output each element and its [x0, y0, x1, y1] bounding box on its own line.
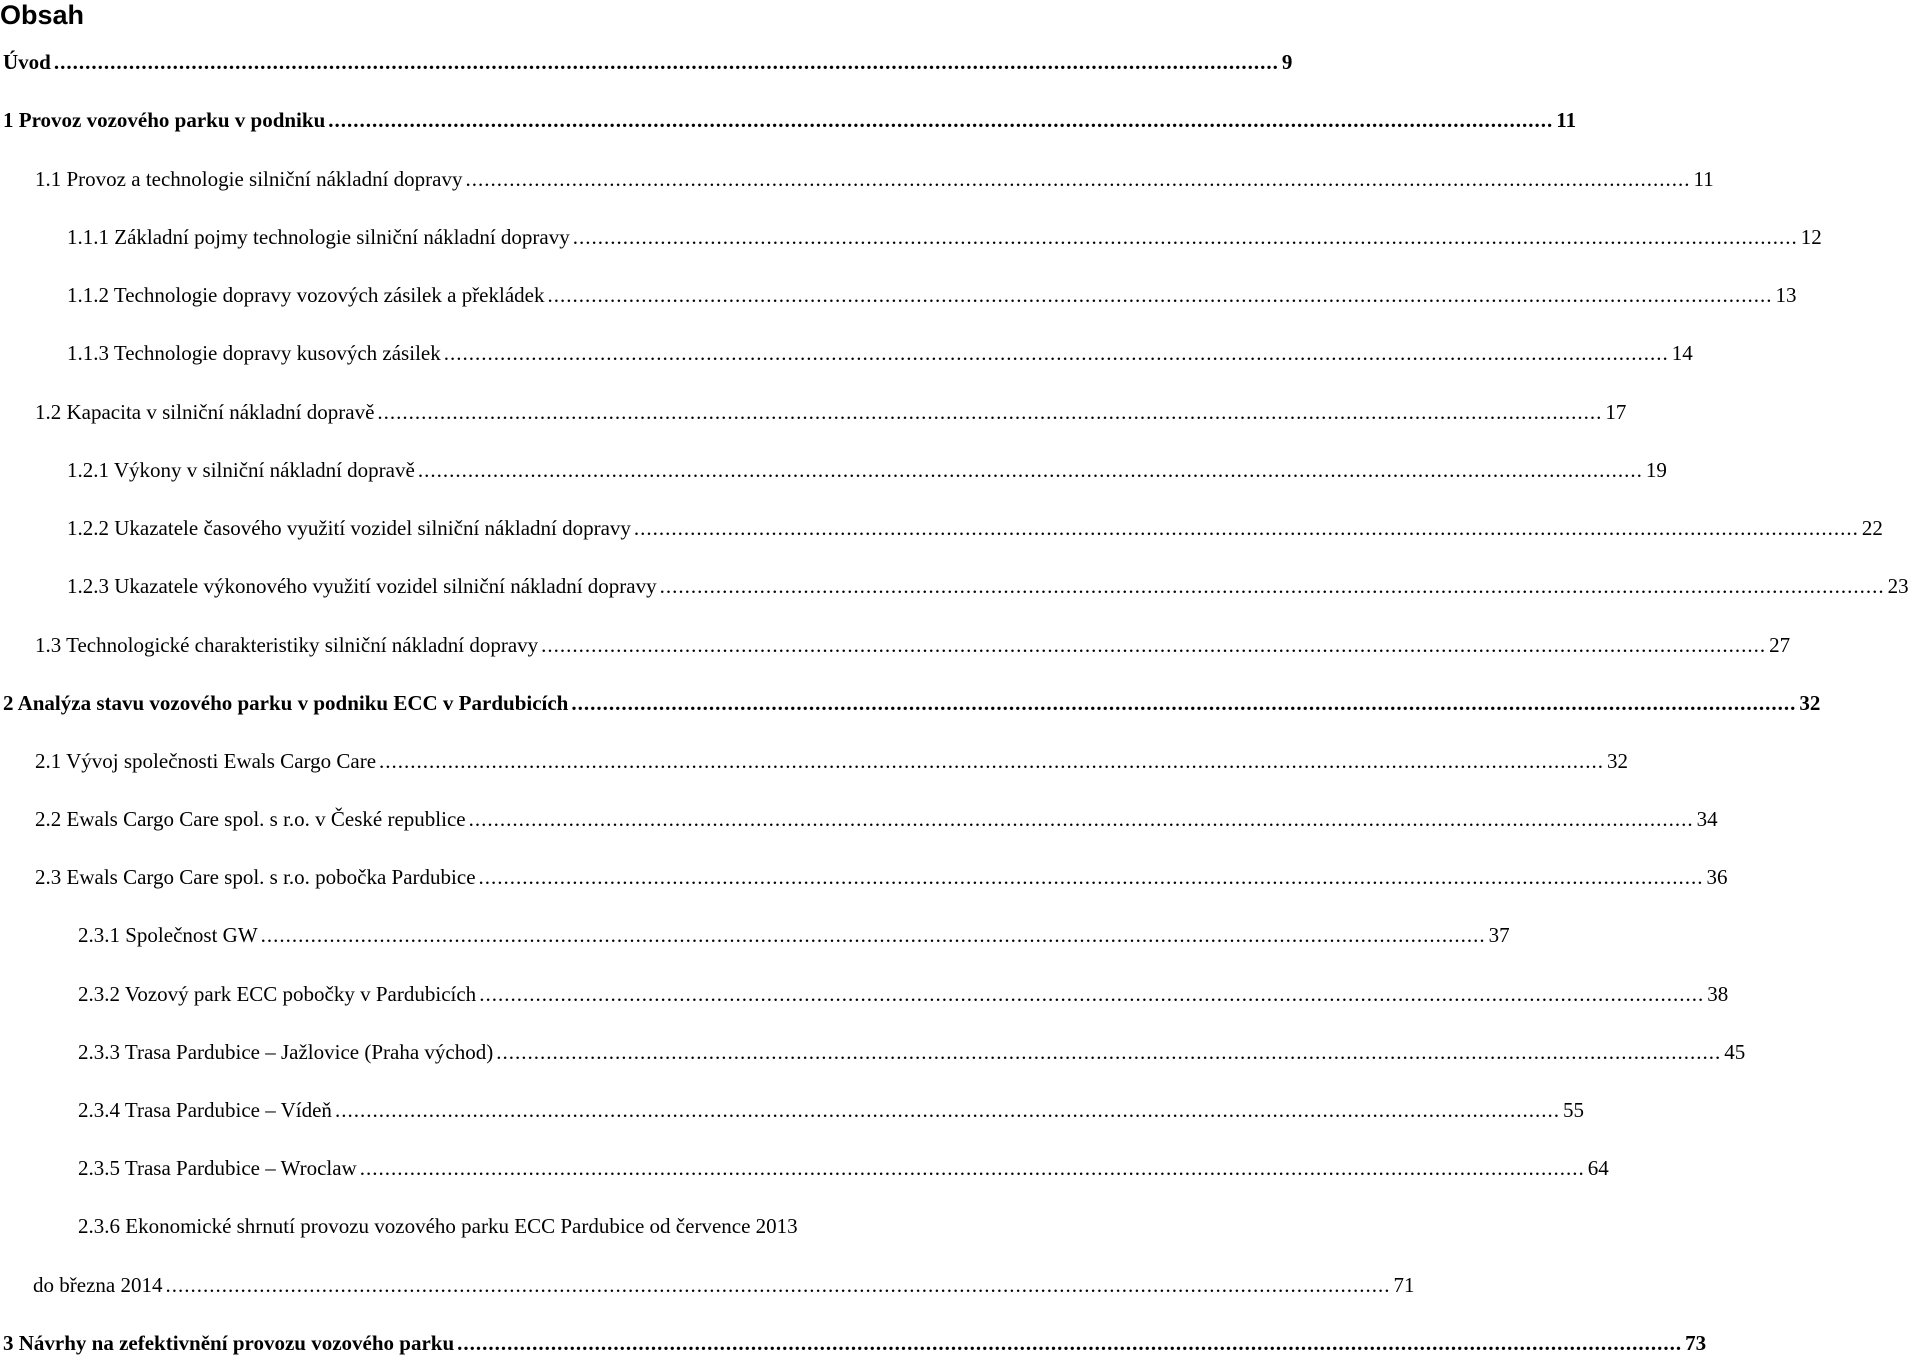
toc-page-number: 55	[1562, 1098, 1584, 1122]
toc-entry-chapter-3[interactable]	[3, 1330, 1707, 1356]
toc-page-number: 17	[1605, 400, 1627, 424]
toc-page-number: 38	[1707, 982, 1729, 1006]
toc-entry-section-2-1[interactable]	[35, 748, 1629, 774]
toc-entry-text: 1 Provoz vozového parku v podniku	[3, 108, 326, 132]
toc-page-number: 27	[1769, 633, 1791, 657]
toc-entry-text: 1.1.2 Technologie dopravy vozových zásilek a překládek	[67, 283, 545, 307]
toc-page-number: 9	[1281, 50, 1293, 74]
toc-entry-section-1-3[interactable]	[35, 632, 1791, 658]
toc-page-number: 11	[1556, 108, 1577, 132]
toc-entry-text: 1.2 Kapacita v silniční nákladní dopravě	[35, 400, 375, 424]
toc-entry-text: 3 Návrhy na zefektivnění provozu vozového parku	[3, 1331, 455, 1355]
toc-page-number: 34	[1696, 807, 1718, 831]
toc-entry-text: do března 2014	[33, 1273, 163, 1297]
toc-entry-section-2-3-1[interactable]	[78, 922, 1510, 948]
toc-entry-section-2-3[interactable]	[35, 864, 1728, 890]
toc-leader: ....................................................................................................................................................................................................	[633, 516, 1859, 540]
toc-page-number: 45	[1724, 1040, 1746, 1064]
toc-leader: ....................................................................................................................................................................................................	[478, 865, 1704, 889]
toc-leader: ....................................................................................................................................................................................................	[417, 458, 1643, 482]
toc-entry-text: 2.1 Vývoj společnosti Ewals Cargo Care	[35, 749, 377, 773]
toc-entry-section-1-1-3[interactable]	[67, 340, 1693, 366]
toc-leader: ....................................................................................................................................................................................................	[541, 633, 1767, 657]
toc-page-number: 73	[1685, 1331, 1707, 1355]
toc-entry-text: 2.3.5 Trasa Pardubice – Wroclaw	[78, 1156, 357, 1180]
toc-page-number: 12	[1800, 225, 1822, 249]
toc-page-number: 64	[1587, 1156, 1609, 1180]
toc-entry-section-2-3-2[interactable]	[78, 981, 1729, 1007]
toc-leader: ....................................................................................................................................................................................................	[377, 400, 1603, 424]
toc-page-number: 32	[1799, 691, 1821, 715]
toc-entry-section-1-2-2[interactable]	[67, 515, 1883, 541]
toc-entry-text: 1.1.1 Základní pojmy technologie silniční nákladní dopravy	[67, 225, 570, 249]
toc-entry-text: 1.2.1 Výkony v silniční nákladní dopravě	[67, 458, 415, 482]
toc-entry-section-2-3-5[interactable]	[78, 1155, 1609, 1181]
toc-page-number: 13	[1775, 283, 1797, 307]
toc-entry-text: 2.3.2 Vozový park ECC pobočky v Pardubicích	[78, 982, 477, 1006]
toc-page-number: 11	[1693, 167, 1714, 191]
toc-leader: ....................................................................................................................................................................................................	[457, 1331, 1683, 1355]
toc-entry-text: 2.3 Ewals Cargo Care spol. s r.o. pobočka Pardubice	[35, 865, 476, 889]
toc-entry-text: 1.1.3 Technologie dopravy kusových zásilek	[67, 341, 441, 365]
toc-leader: ....................................................................................................................................................................................................	[571, 691, 1797, 715]
toc-entry-text: 2.3.3 Trasa Pardubice – Jažlovice (Praha východ)	[78, 1040, 494, 1064]
toc-page-number: 71	[1393, 1273, 1415, 1297]
toc-page-number: 36	[1706, 865, 1728, 889]
toc-page-number: 37	[1488, 923, 1510, 947]
toc-entry-chapter-1[interactable]	[3, 107, 1577, 133]
toc-entry-text: 1.2.3 Ukazatele výkonového využití vozidel silniční nákladní dopravy	[67, 574, 657, 598]
toc-entry-section-1-1[interactable]	[35, 166, 1714, 192]
toc-page-number: 19	[1645, 458, 1667, 482]
toc-entry-section-1-2[interactable]	[35, 399, 1627, 425]
toc-page-number: 14	[1671, 341, 1693, 365]
toc-entry-text: 2.3.1 Společnost GW	[78, 923, 258, 947]
toc-page-number: 23	[1887, 574, 1909, 598]
toc-leader: ....................................................................................................................................................................................................	[328, 108, 1554, 132]
toc-leader: ....................................................................................................................................................................................................	[443, 341, 1669, 365]
toc-entry-section-2-3-3[interactable]	[78, 1039, 1746, 1065]
toc-entry-text: Úvod	[3, 50, 51, 74]
toc-leader: ....................................................................................................................................................................................................	[465, 167, 1691, 191]
toc-entry-text: 1.1 Provoz a technologie silniční nákladní dopravy	[35, 167, 463, 191]
toc-entry-section-2-3-6[interactable]	[33, 1272, 1415, 1298]
toc-leader: ....................................................................................................................................................................................................	[359, 1156, 1585, 1180]
toc-leader: ....................................................................................................................................................................................................	[659, 574, 1885, 598]
toc-entry-text: 1.3 Technologické charakteristiky silniční nákladní dopravy	[35, 633, 539, 657]
toc-leader: ....................................................................................................................................................................................................	[165, 1273, 1391, 1297]
toc-leader: ....................................................................................................................................................................................................	[496, 1040, 1722, 1064]
toc-entry-section-1-1-1[interactable]	[67, 224, 1822, 250]
toc-leader: ....................................................................................................................................................................................................	[379, 749, 1605, 773]
toc-page-number: 22	[1861, 516, 1883, 540]
toc-leader: ....................................................................................................................................................................................................	[572, 225, 1798, 249]
toc-leader: ....................................................................................................................................................................................................	[479, 982, 1705, 1006]
toc-leader: ....................................................................................................................................................................................................	[547, 283, 1773, 307]
toc-entry-uvod[interactable]	[3, 49, 1293, 75]
toc-entry-text: 2.3.4 Trasa Pardubice – Vídeň	[78, 1098, 332, 1122]
toc-entry-section-1-2-1[interactable]	[67, 457, 1667, 483]
toc-entry-section-2-3-6-line[interactable]: 2.3.6 Ekonomické shrnutí provozu vozového parku ECC Pardubice od července 2013	[78, 1214, 798, 1238]
toc-leader: ....................................................................................................................................................................................................	[53, 50, 1279, 74]
toc-entry-section-1-2-3[interactable]	[67, 573, 1909, 599]
toc-entry-section-1-1-2[interactable]	[67, 282, 1797, 308]
toc-leader: ....................................................................................................................................................................................................	[468, 807, 1694, 831]
toc-title: Obsah	[0, 0, 85, 30]
toc-entry-section-2-2[interactable]	[35, 806, 1718, 832]
toc-entry-section-2-3-4[interactable]	[78, 1097, 1584, 1123]
toc-entry-text: 2 Analýza stavu vozového parku v podniku ECC v Pardubicích	[3, 691, 569, 715]
toc-page-number: 32	[1607, 749, 1629, 773]
toc-entry-text: 2.2 Ewals Cargo Care spol. s r.o. v České republice	[35, 807, 466, 831]
toc-leader: ....................................................................................................................................................................................................	[260, 923, 1486, 947]
toc-entry-chapter-2[interactable]	[3, 690, 1821, 716]
toc-leader: ....................................................................................................................................................................................................	[334, 1098, 1560, 1122]
toc-entry-text: 1.2.2 Ukazatele časového využití vozidel silniční nákladní dopravy	[67, 516, 631, 540]
